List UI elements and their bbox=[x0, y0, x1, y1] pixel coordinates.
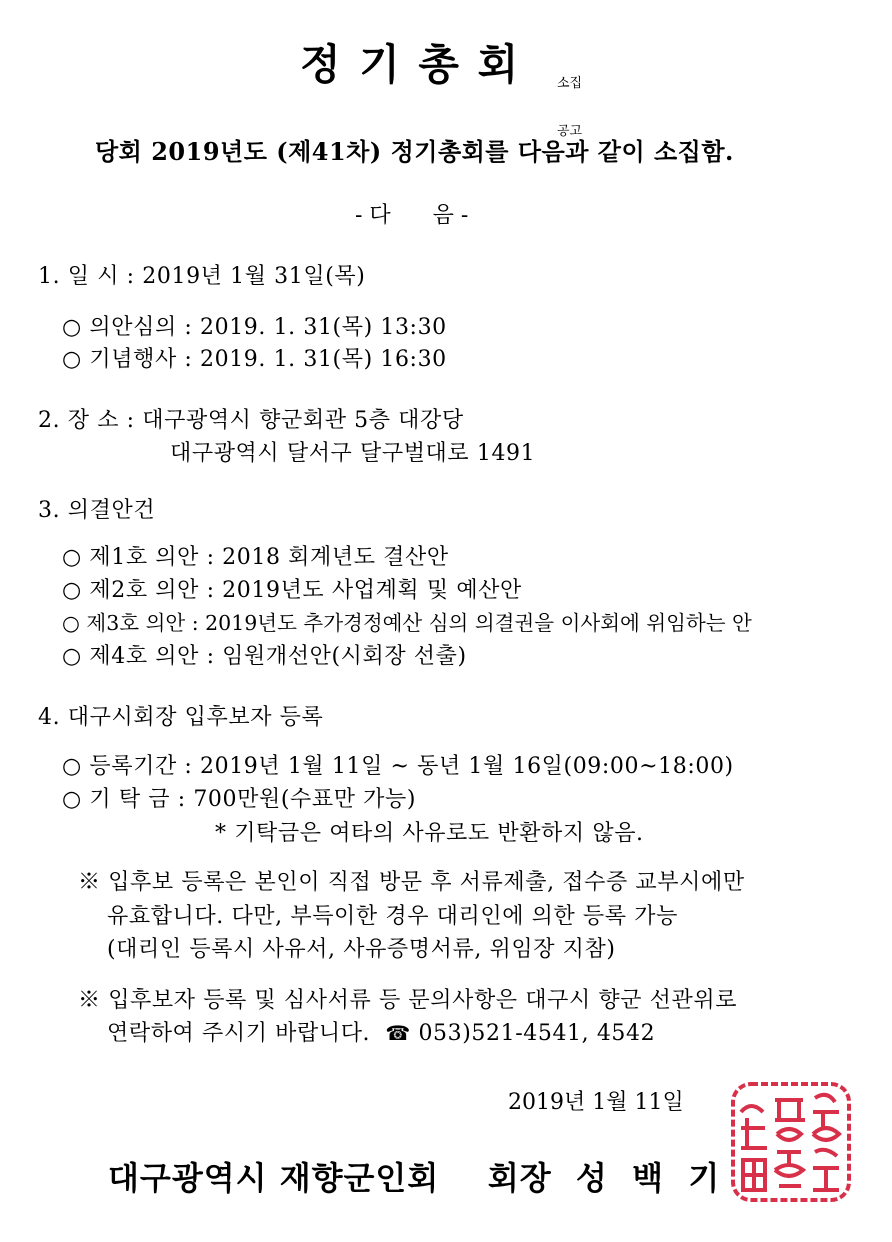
contact-text: 연락하여 주시기 바랍니다. bbox=[107, 1021, 371, 1046]
issue-date: 2019년 1월 11일 bbox=[508, 1090, 684, 1115]
note1-line-3: (대리인 등록시 사유서, 사유증명서류, 위임장 지참) bbox=[107, 937, 616, 962]
signer-last-char: 기 bbox=[688, 1159, 721, 1197]
note2-line-2 bbox=[107, 1023, 655, 1045]
section3-heading: 3. 의결안건 bbox=[38, 498, 156, 523]
intro-statement: 당회 2019년도 (제41차) 정기총회를 다음과 같이 소집함. bbox=[95, 137, 734, 166]
section1-heading: 1. 일 시 : 2019년 1월 31일(목) bbox=[38, 264, 366, 289]
organization-name: 대구광역시 재향군인회 bbox=[108, 1159, 440, 1197]
title-note-line-2: 공고 bbox=[557, 124, 583, 139]
section2-heading: 2. 장 소 : 대구광역시 향군회관 5층 대강당 bbox=[38, 408, 464, 433]
section3-item-3: ○ 제3호 의안 : 2019년도 추가경정예산 심의 의결권을 이사회에 위임하는 안 bbox=[62, 611, 752, 635]
title-note-line-1: 소집 bbox=[557, 76, 583, 91]
telephone-icon: ☎ bbox=[385, 1021, 411, 1045]
phone-numbers: 053)521-4541, 4542 bbox=[418, 1021, 656, 1046]
section3-item-4: ○ 제4호 의안 : 임원개선안(시회장 선출) bbox=[62, 644, 467, 669]
section3-item-1: ○ 제1호 의안 : 2018 회계년도 결산안 bbox=[62, 545, 449, 570]
signature-line bbox=[108, 1159, 721, 1197]
signer-name: 회장 성 백 bbox=[487, 1159, 689, 1197]
section1-item-1: ○ 의안심의 : 2019. 1. 31(목) 13:30 bbox=[62, 315, 447, 340]
note2-line-1: ※ 입후보자 등록 및 심사서류 등 문의사항은 대구시 향군 선관위로 bbox=[78, 988, 738, 1013]
note1-line-1: ※ 입후보 등록은 본인이 직접 방문 후 서류제출, 접수증 교부시에만 bbox=[78, 870, 745, 895]
section4-heading: 4. 대구시회장 입후보자 등록 bbox=[38, 705, 324, 730]
center-heading: - 다 음 - bbox=[355, 203, 469, 228]
section4-item-2: ○ 기 탁 금 : 700만원(수표만 가능) bbox=[62, 787, 417, 812]
deposit-note: * 기탁금은 여타의 사유로도 반환하지 않음. bbox=[215, 821, 644, 846]
official-seal-icon bbox=[727, 1078, 855, 1206]
section1-item-2: ○ 기념행사 : 2019. 1. 31(목) 16:30 bbox=[62, 347, 447, 372]
document-title: 정 기 총 회 bbox=[300, 40, 521, 89]
section2-address: 대구광역시 달서구 달구벌대로 1491 bbox=[170, 441, 536, 466]
note1-line-2: 유효합니다. 다만, 부득이한 경우 대리인에 의한 등록 가능 bbox=[107, 904, 678, 929]
section3-item-2: ○ 제2호 의안 : 2019년도 사업계획 및 예산안 bbox=[62, 578, 522, 603]
section4-item-1: ○ 등록기간 : 2019년 1월 11일 ~ 동년 1월 16일(09:00~18:00) bbox=[62, 754, 734, 779]
